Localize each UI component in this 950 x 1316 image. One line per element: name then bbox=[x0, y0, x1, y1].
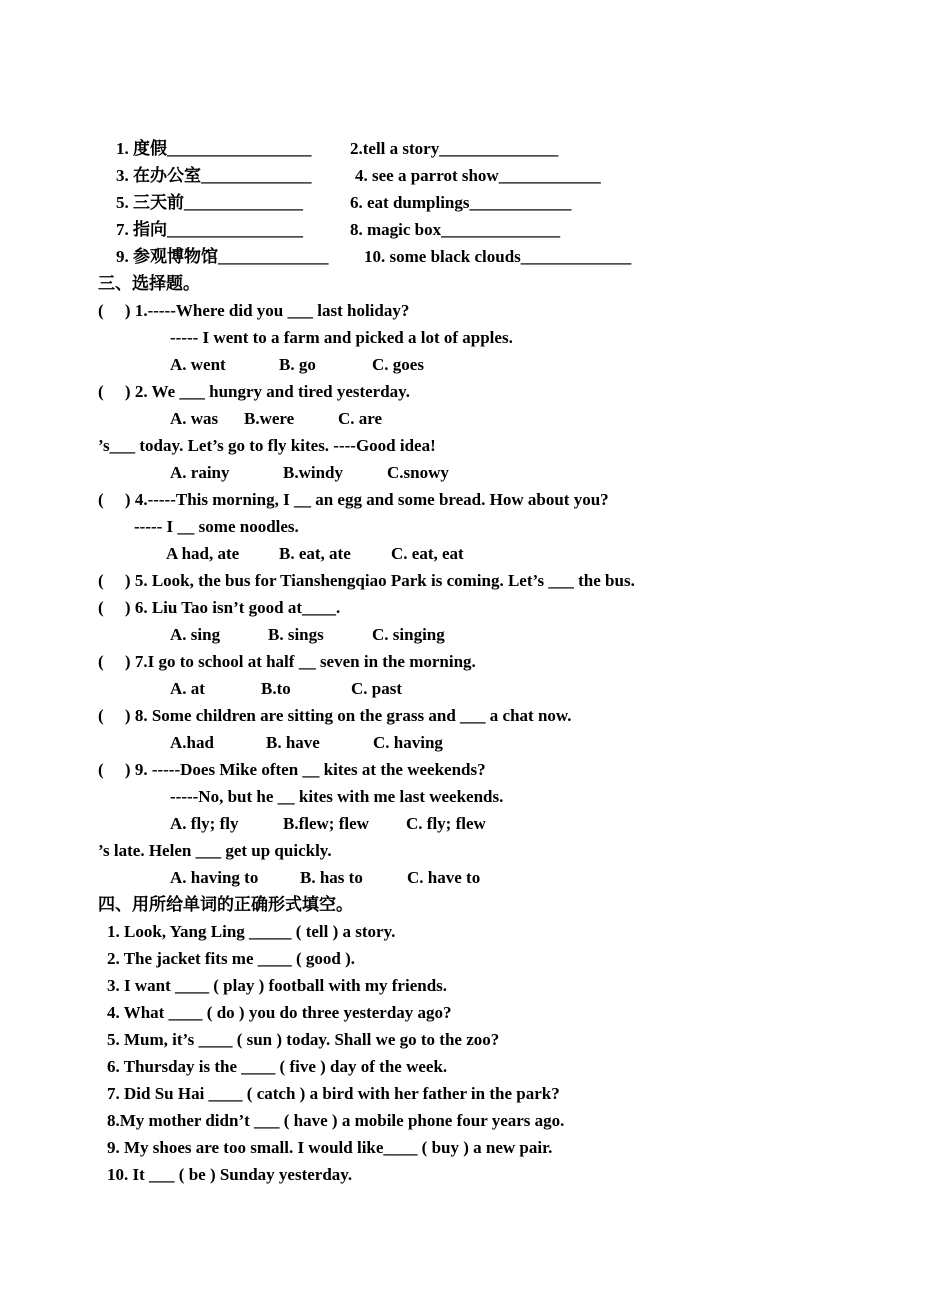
option-c: C. singing bbox=[372, 625, 445, 644]
option-c: C. fly; flew bbox=[406, 814, 486, 833]
vocab-item: 7. 指向________________ bbox=[116, 220, 303, 239]
option-b: B. has to bbox=[300, 868, 363, 887]
option-a: A. fly; fly bbox=[170, 814, 239, 833]
option-c: C.snowy bbox=[387, 463, 449, 482]
option-b: B. sings bbox=[268, 625, 324, 644]
vocab-item: 4. see a parrot show____________ bbox=[355, 166, 601, 185]
vocab-item: 9. 参观博物馆_____________ bbox=[116, 247, 329, 266]
vocab-item: 6. eat dumplings____________ bbox=[350, 193, 572, 212]
option-a: A.had bbox=[170, 733, 214, 752]
option-c: C. have to bbox=[407, 868, 481, 887]
vocab-item: 10. some black clouds_____________ bbox=[364, 247, 632, 266]
vocab-item: 3. 在办公室_____________ bbox=[116, 166, 312, 185]
option-b: B.were bbox=[244, 409, 295, 428]
option-b: B. go bbox=[279, 355, 316, 374]
option-a: A. rainy bbox=[170, 463, 230, 482]
option-c: C. past bbox=[351, 679, 403, 698]
option-c: C. goes bbox=[372, 355, 424, 374]
option-a: A. went bbox=[170, 355, 226, 374]
worksheet-page: 1. 度假_________________ 2.tell a story______________ 3. 在办公室_____________ 4. see a parrot show____________ 5. 三天前______________ 6. eat dumplings____________ 7. 指向________________ 8. magic box______________ 9. 参观博物馆_____________ 10. some black clouds_____________ 三、选择题。 ( ) 1.-----Where did you ___ last holiday? ----- I went to a farm and picked a lot of apples. A. went B. go C. goes ( ) 2. We ___ hungry and tired yesterday. A. was B.were C. are ’s___ today. Let’s go to fly kites. ----Good idea! A. rainy B.windy C.snowy ( ) 4.-----This morning, I __ an egg and some bread. How about you? ----- I __ some noodles. A had, ate B. eat, ate C. eat, eat ( ) 5. Look, the bus for Tianshengqiao Park is coming. Let’s ___ the bus. ( ) 6. Liu Tao isn’t good at____. A. sing B. sings C. singing ( ) 7.I go to school at half __ seven in the morning. A. at B.to C. past ( ) 8. Some children are sitting on the grass and ___ a chat now. A.had B. have C. having ( ) 9. -----Does Mike often __ kites at the weekends? -----No, but he __ kites with me last weekends. A. fly; fly B.flew; flew C. fly; flew ’s late. Helen ___ get up quickly. A. having to B. has to C. have to 四、用所给单词的正确形式填空。 1. Look, Yang Ling _____ ( tell ) a story. 2. The jacket fits me ____ ( good ). 3. I want ____ ( play ) football with my friends. 4. What ____ ( do ) you do three yesterday ago? 5. Mum, it’s ____ ( sun ) today. Shall we go to the zoo? 6. Thursday is the ____ ( five ) day of the week. 7. Did Su Hai ____ ( catch ) a bird with her father in the park? 8.My mother didn’t ___ ( have ) a mobile phone four years ago. 9. My shoes are too small. I would like____ ( buy ) a new pair. 10. It ___ ( be ) Sunday yesterday. bbox=[0, 0, 950, 1316]
option-a: A. at bbox=[170, 679, 205, 698]
vocab-item: 2.tell a story______________ bbox=[350, 139, 559, 158]
option-b: B. eat, ate bbox=[279, 544, 351, 563]
option-a: A. was bbox=[170, 409, 219, 428]
option-c: C. having bbox=[373, 733, 443, 752]
option-b: B.windy bbox=[283, 463, 343, 482]
option-b: B. have bbox=[266, 733, 320, 752]
option-a: A. sing bbox=[170, 625, 221, 644]
vocab-item: 5. 三天前______________ bbox=[116, 193, 303, 212]
option-c: C. are bbox=[338, 409, 383, 428]
vocab-item: 1. 度假_________________ bbox=[116, 139, 312, 158]
option-a: A had, ate bbox=[166, 544, 240, 563]
option-c: C. eat, eat bbox=[391, 544, 464, 563]
option-a: A. having to bbox=[170, 868, 259, 887]
option-b: B.flew; flew bbox=[283, 814, 369, 833]
option-b: B.to bbox=[261, 679, 291, 698]
vocab-item: 8. magic box______________ bbox=[350, 220, 561, 239]
